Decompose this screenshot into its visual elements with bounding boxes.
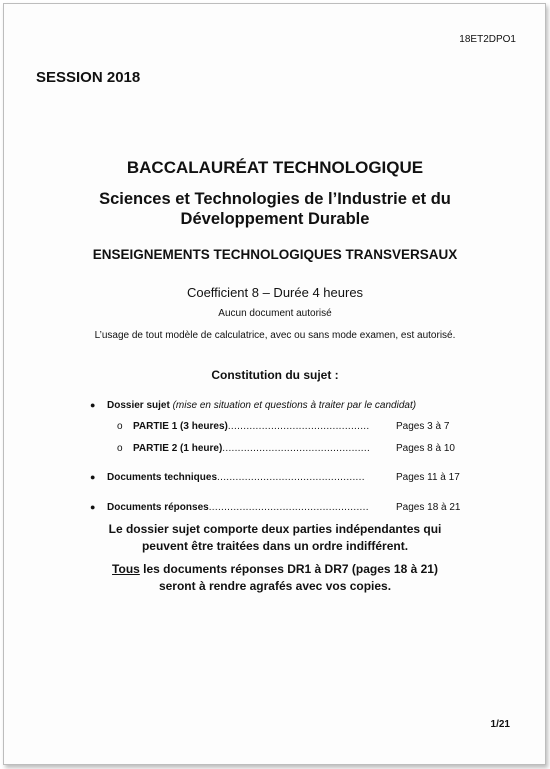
- documents-rule: Aucun document autorisé: [218, 308, 332, 319]
- page: [3, 3, 546, 765]
- open-bullet-icon: o: [117, 421, 123, 432]
- dossier-label: Dossier sujet: [107, 400, 170, 411]
- list-item-pages: Pages 18 à 21: [396, 502, 461, 513]
- dossier-note: (mise en situation et questions à traiter par le candidat): [172, 400, 417, 411]
- list-item-label: PARTIE 1 (3 heures)..............................................: [133, 421, 370, 432]
- dossier-row: [90, 400, 416, 411]
- subject-code: 18ET2DPO1: [459, 34, 516, 45]
- list-item-pages: Pages 3 à 7: [396, 421, 450, 432]
- bullet-icon: ●: [90, 502, 96, 512]
- open-bullet-icon: o: [117, 443, 123, 454]
- note-line2: peuvent être traitées dans un ordre indifférent.: [141, 539, 409, 553]
- subject-title: ENSEIGNEMENTS TECHNOLOGIQUES TRANSVERSAUX: [92, 247, 458, 262]
- list-item: [117, 421, 123, 432]
- list-item-label: PARTIE 2 (1 heure)................................................: [133, 443, 371, 454]
- list-item-pages: Pages 8 à 10: [396, 443, 455, 454]
- note-emphasis: Tous: [112, 562, 140, 576]
- calculator-rule: L’usage de tout modèle de calculatrice, avec ou sans mode examen, est autorisé.: [94, 330, 456, 341]
- list-item-pages: Pages 11 à 17: [396, 472, 460, 483]
- session-label: SESSION 2018: [36, 69, 141, 86]
- series-title-line2: Développement Durable: [180, 210, 370, 228]
- bullet-icon: ●: [90, 400, 96, 410]
- note-line3: Tous les documents réponses DR1 à DR7 (pages 18 à 21): [112, 562, 438, 576]
- list-item: ● Documents réponses....................................................: [90, 502, 369, 513]
- list-item: [117, 443, 123, 454]
- constitution-heading: Constitution du sujet :: [211, 368, 339, 382]
- note-line1: Le dossier sujet comporte deux parties indépendantes qui: [108, 522, 442, 536]
- note-line4: seront à rendre agrafés avec vos copies.: [158, 579, 392, 593]
- coefficient-duration: Coefficient 8 – Durée 4 heures: [186, 285, 364, 300]
- bullet-icon: ●: [90, 472, 96, 482]
- page-number: 1/21: [490, 719, 510, 730]
- series-title-line1: Sciences et Technologies de l’Industrie et du: [99, 190, 451, 208]
- list-item: ● Documents techniques................................................: [90, 472, 365, 483]
- exam-title: BACCALAURÉAT TECHNOLOGIQUE: [126, 158, 424, 177]
